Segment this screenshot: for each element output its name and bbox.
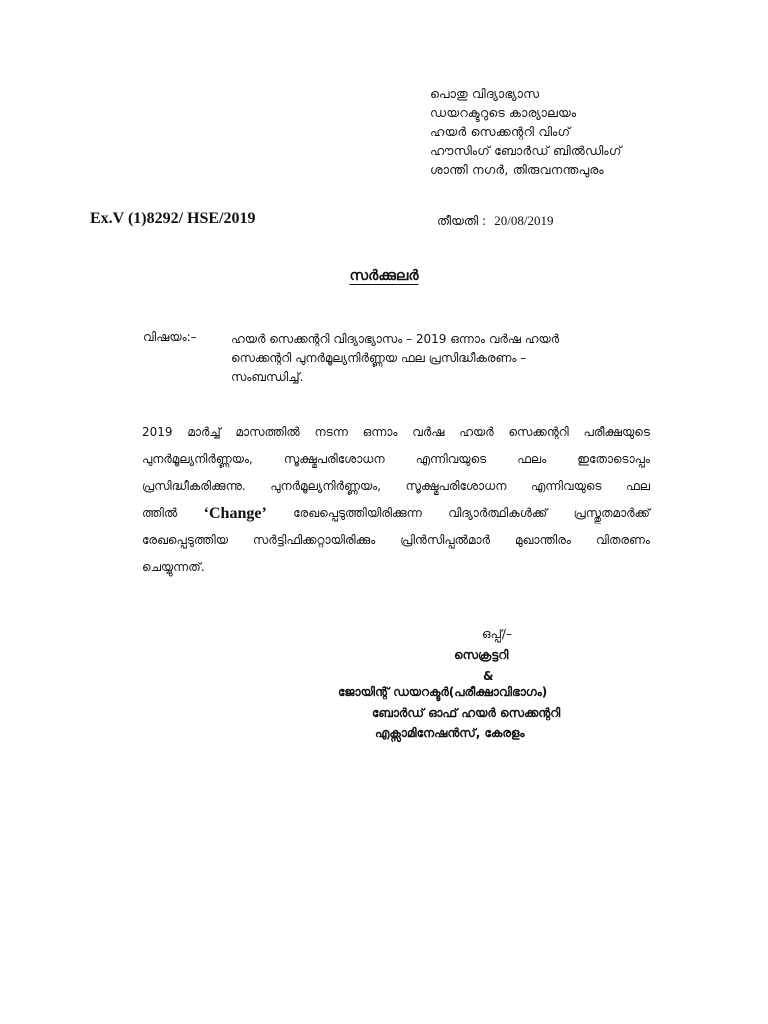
body-word: വിദ്യാർത്ഥികൾക്ക് [448, 506, 548, 520]
body-word: നടന്ന [314, 425, 348, 439]
date-line [437, 213, 553, 229]
body-word: വർഷ [412, 425, 445, 439]
subject-line-3: സംബന്ധിച്ച്. [231, 370, 304, 384]
body-word: പ്രസിദ്ധീകരിക്കുന്നു. [142, 479, 246, 493]
body-word: പുനർമൂല്യനിർണ്ണയം, [142, 452, 253, 466]
body-line-2 [142, 451, 650, 468]
body-word: പ്രസ്തുതമാർക്ക് [573, 506, 650, 520]
body-paragraph [142, 424, 650, 586]
body-word: രേഖപ്പെടുത്തിയിരിക്കുന്ന [293, 506, 422, 520]
body-line-5 [142, 532, 650, 549]
board-name: ബോർഡ് ഓഫ് ഹയർ സെക്കന്ററി [372, 706, 561, 720]
body-word: ചെയ്യുന്നത്. [142, 560, 205, 574]
body-word: രേഖപ്പെടുത്തിയ [142, 533, 228, 547]
joint-director-title: ജോയിന്റ് ഡയറക്ടർ(പരീക്ഷാവിഭാഗം) [338, 685, 548, 699]
body-word: പ്രിൻസിപ്പൽമാർ [400, 533, 491, 547]
address-line-5: ശാന്തി നഗർ, തിരുവനന്തപുരം [430, 162, 604, 177]
subject-line-1: ഹയർ സെക്കന്ററി വിദ്യാഭ്യാസം – 2019 ഒന്നാം വർഷ ഹയർ [231, 332, 560, 346]
signed-mark: ഒപ്പ്/– [482, 627, 512, 641]
body-line-6 [142, 559, 650, 576]
change-keyword: ‘Change’ [203, 505, 267, 522]
office-address [430, 84, 622, 179]
body-word: ത്തിൽ [142, 506, 178, 520]
body-word: പരീക്ഷയുടെ [583, 425, 650, 439]
body-line-4 [142, 505, 650, 522]
body-word: മാസത്തിൽ [235, 425, 300, 439]
date-value: 20/08/2019 [494, 213, 554, 228]
address-line-4: ഹൗസിംഗ് ബോർഡ് ബിൽഡിംഗ് [430, 143, 622, 158]
body-word: പുനർമൂല്യനിർണ്ണയം, [270, 479, 382, 493]
body-word: ഫല [625, 479, 650, 493]
body-word: മാർച്ച് [187, 425, 221, 439]
reference-number: Ex.V (1)8292/ HSE/2019 [90, 210, 256, 227]
body-word: മുഖാന്തിരം [514, 533, 571, 547]
body-word: ഇതോടൊപ്പം [577, 452, 650, 466]
body-line-3 [142, 478, 650, 495]
body-word: വിതരണം [595, 533, 650, 547]
subject-text [231, 330, 641, 387]
document-title: സർക്കുലർ [349, 268, 419, 284]
subject-line-2: സെക്കന്ററി പുനർമൂല്യനിർണ്ണയ ഫല പ്രസിദ്ധീകരണം – [231, 351, 527, 365]
body-word: ഒന്നാം [362, 425, 398, 439]
body-word: ഹയർ [459, 425, 494, 439]
address-line-2: ഡയറക്ടറുടെ കാര്യാലയം [430, 105, 577, 120]
body-word: സർട്ടിഫിക്കറ്റായിരിക്കും [252, 533, 376, 547]
body-line-1 [142, 424, 650, 441]
address-line-3: ഹയർ സെക്കന്ററി വിംഗ് [430, 124, 571, 139]
date-label: തീയതി : [437, 213, 487, 228]
ampersand: & [483, 669, 494, 683]
subject-label: വിഷയം:– [143, 330, 197, 344]
body-word: സൂക്ഷ്മപരിശോധന [405, 479, 507, 493]
body-word: എന്നിവയുടെ [530, 479, 602, 493]
body-word: സെക്കന്ററി [508, 425, 569, 439]
secretary-title: സെക്രട്ടറി [454, 648, 509, 662]
body-word: 2019 [142, 425, 173, 439]
body-word: ഫലം [517, 452, 547, 466]
body-word: സൂക്ഷ്മപരിശോധന [283, 452, 385, 466]
address-line-1: പൊതു വിദ്യാഭ്യാസ [430, 86, 540, 101]
examinations-kerala: എക്സാമിനേഷൻസ്, കേരളം [375, 726, 525, 740]
body-word: എന്നിവയുടെ [415, 452, 487, 466]
